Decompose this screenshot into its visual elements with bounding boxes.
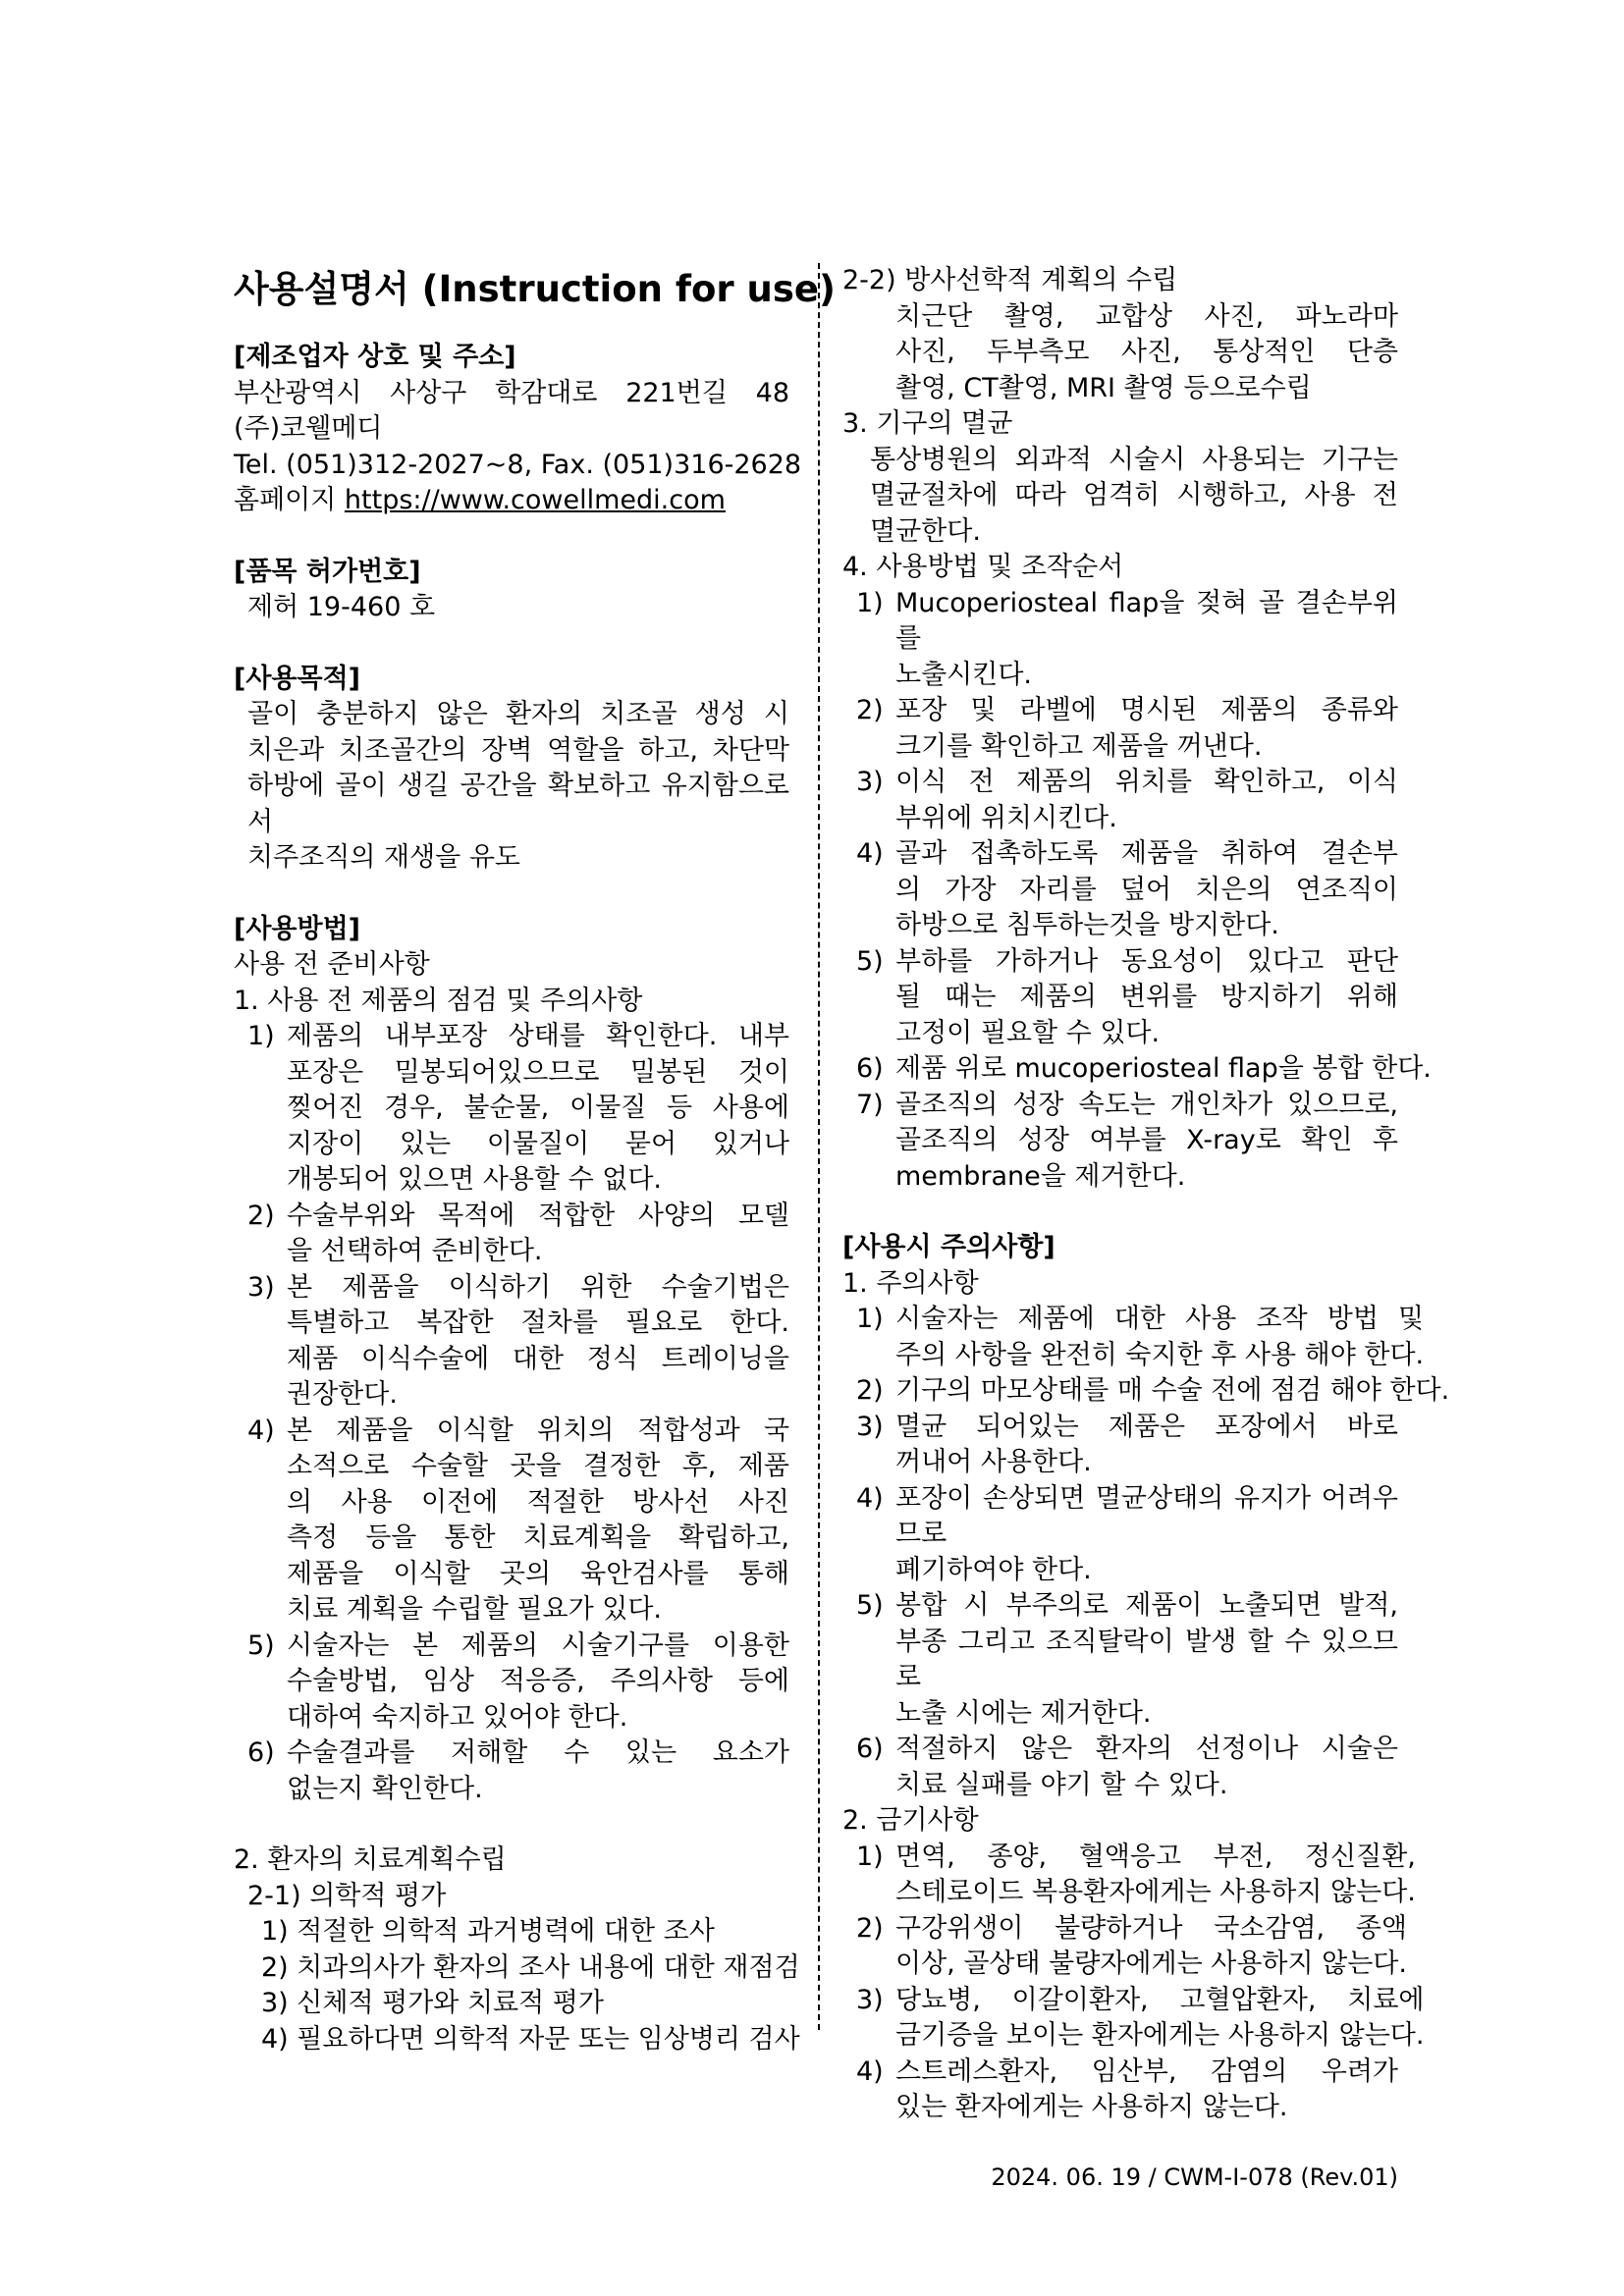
list-item-line: 부종 그리고 조직탈락이 발생 할 수 있으므로 <box>895 1626 1398 1692</box>
list-item-line: 있는 환자에게는 사용하지 않는다. <box>895 2092 1288 2122</box>
section-2-2-title: 2-2) 방사선학적 계획의 수립 <box>842 265 1178 295</box>
list-item-number: 2) <box>856 695 884 725</box>
list-item-line: 제품 이식수술에 대한 정식 트레이닝을 <box>287 1343 789 1374</box>
list-item-line: 제품을 이식할 곳의 육안검사를 통해 <box>287 1558 789 1589</box>
list-item-line: 제품 위로 mucoperiosteal flap을 봉합 한다. <box>895 1053 1432 1084</box>
list-item-text <box>287 1199 789 1270</box>
list-item-text <box>895 1840 1416 1911</box>
right-column <box>842 263 1450 2126</box>
list-item-line: 권장한다. <box>287 1379 398 1410</box>
caution-1-list <box>842 1302 1450 1803</box>
list-item-line: 고정이 필요할 수 있다. <box>895 1017 1161 1048</box>
list-item-line: 구강위생이 불량하거나 국소감염, 종액 <box>895 1912 1407 1944</box>
caution-heading: [사용시 주의사항] <box>842 1232 1056 1262</box>
list-item <box>856 1732 1398 1803</box>
list-item-line: 노출 시에는 제거한다. <box>895 1697 1152 1729</box>
list-item-number: 3) <box>856 1984 884 2015</box>
prep-title: 사용 전 준비사항 <box>234 949 430 980</box>
list-item-text <box>895 944 1398 1052</box>
list-item-line: 의 가장 자리를 덮어 치은의 연조직이 <box>895 874 1398 905</box>
purpose-line: 하방에 골이 생길 공간을 확보하고 유지함으로서 <box>247 771 789 837</box>
list-item-number: 2) <box>856 1912 884 1944</box>
section-1-title: 1. 사용 전 제품의 점검 및 주의사항 <box>234 985 643 1016</box>
list-item-line: 봉합 시 부주의로 제품이 노출되면 발적, <box>895 1590 1398 1621</box>
list-item-number: 2) <box>856 1375 884 1406</box>
list-item-text <box>895 1051 1432 1088</box>
list-item-text <box>895 586 1398 694</box>
document-footer: 2024. 06. 19 / CWM-I-078 (Rev.01) <box>991 2163 1398 2191</box>
section-2-title: 2. 환자의 치료계획수립 <box>234 1844 507 1875</box>
list-item-line: 소적으로 수술할 곳을 결정한 후, 제품 <box>287 1451 789 1481</box>
list-item-line: 본 제품을 이식하기 위한 수술기법은 <box>287 1271 789 1303</box>
list-item-line: 골조직의 성장 속도는 개인차가 있으므로, <box>895 1089 1398 1120</box>
list-item-text <box>895 1983 1424 2055</box>
list-item-line: 스테로이드 복용환자에게는 사용하지 않는다. <box>895 1877 1416 1907</box>
list-item-number: 1) <box>856 1304 884 1334</box>
purpose-heading: [사용목적] <box>234 663 361 694</box>
section-4-list <box>842 586 1432 1196</box>
list-item <box>247 1735 789 1807</box>
manufacturer-address: 부산광역시 사상구 학감대로 221번길 48 <box>234 377 789 408</box>
list-item-text <box>287 1629 789 1736</box>
list-item-line: 치료 실패를 야기 할 수 있다. <box>895 1769 1228 1800</box>
list-item <box>856 586 1398 694</box>
list-item-line: 시술자는 제품에 대한 사용 조작 방법 및 <box>895 1304 1425 1334</box>
list-item-line: 스트레스환자, 임산부, 감염의 우려가 <box>895 2056 1398 2087</box>
list-item-line: 포장은 밀봉되어있으므로 밀봉된 것이 <box>287 1056 789 1088</box>
list-item-number: 1) <box>247 1021 275 1051</box>
list-item-text <box>895 1732 1398 1803</box>
list-item-text <box>287 1019 789 1199</box>
homepage-label: 홈페이지 <box>234 485 337 515</box>
list-item-number: 5) <box>856 945 884 977</box>
list-item-line: 이상, 골상태 불량자에게는 사용하지 않는다. <box>895 1949 1407 1979</box>
homepage-link[interactable]: https://www.cowellmedi.com <box>344 485 726 515</box>
list-item <box>856 1051 1432 1088</box>
list-item-number: 3) <box>856 767 884 797</box>
left-column <box>234 263 836 2057</box>
list-item-text <box>287 1270 789 1414</box>
list-item-number: 6) <box>856 1734 884 1764</box>
manufacturer-company: (주)코웰메디 <box>234 413 383 444</box>
caution-2-title: 2. 금기사항 <box>842 1805 979 1836</box>
section-3-line: 멸균절차에 따라 엄격히 시행하고, 사용 전 <box>870 480 1398 510</box>
list-item-line: 개봉되어 있으면 사용할 수 없다. <box>287 1164 662 1195</box>
list-item-line: 이식 전 제품의 위치를 확인하고, 이식 <box>895 767 1398 797</box>
list-item <box>856 2055 1398 2126</box>
purpose-line: 치은과 치조골간의 장벽 역할을 하고, 차단막 <box>247 734 789 766</box>
permit-heading: [품목 허가번호] <box>234 556 421 587</box>
list-item <box>856 1588 1398 1732</box>
list-item-line: 특별하고 복잡한 절차를 필요로 한다. <box>287 1308 789 1338</box>
list-item-line: 본 제품을 이식할 위치의 적합성과 국 <box>287 1415 789 1446</box>
list-item: 3) 신체적 평가와 치료적 평가 <box>261 1988 604 2018</box>
list-item <box>247 1629 789 1736</box>
list-item-line: 수술부위와 목적에 적합한 사양의 모델 <box>287 1200 789 1231</box>
list-item-text <box>895 1481 1398 1589</box>
list-item-line: 주의 사항을 완전히 숙지한 후 사용 해야 한다. <box>895 1339 1425 1370</box>
section-1-list <box>234 1019 789 1807</box>
list-item <box>247 1270 789 1414</box>
list-item-text <box>895 1373 1449 1410</box>
list-item: 4) 필요하다면 의학적 자문 또는 임상병리 검사 <box>261 2023 800 2055</box>
caution-2-list <box>842 1840 1425 2126</box>
list-item-number: 5) <box>856 1590 884 1621</box>
list-item-line: 당뇨병, 이갈이환자, 고혈압환자, 치료에 <box>895 1984 1425 2015</box>
list-item-number: 6) <box>247 1737 275 1768</box>
section-2-1-list <box>234 1914 800 2057</box>
list-item-line: 부하를 가하거나 동요성이 있다고 판단 <box>895 945 1398 977</box>
section-3-line: 멸균한다. <box>870 515 981 547</box>
list-item <box>856 693 1398 765</box>
list-item <box>247 1414 789 1629</box>
list-item-line: 골조직의 성장 여부를 X-ray로 확인 후 <box>895 1125 1398 1155</box>
list-item-text <box>287 1414 789 1629</box>
list-item <box>247 1019 789 1199</box>
list-item-number: 3) <box>247 1271 275 1303</box>
list-item-text <box>895 836 1398 944</box>
list-item-line: membrane을 제거한다. <box>895 1160 1186 1192</box>
list-item-line: 적절하지 않은 환자의 선정이나 시술은 <box>895 1734 1398 1764</box>
section-3-text <box>842 443 1398 551</box>
list-item-line: 기구의 마모상태를 매 수술 전에 점검 해야 한다. <box>895 1375 1450 1406</box>
list-item <box>856 1840 1416 1911</box>
list-item-number: 2) <box>247 1200 275 1231</box>
list-item-text <box>287 1735 789 1807</box>
list-item-text <box>895 2055 1398 2126</box>
list-item-line: Mucoperiosteal flap을 젖혀 골 결손부위를 <box>895 587 1398 654</box>
manufacturer-contact: Tel. (051)312-2027~8, Fax. (051)316-2628 <box>234 449 802 480</box>
section-2-2-line: 촬영, CT촬영, MRI 촬영 등으로수립 <box>895 372 1312 403</box>
column-divider <box>818 263 820 2030</box>
list-item-line: 지장이 있는 이물질이 묻어 있거나 <box>287 1128 789 1159</box>
list-item <box>856 1302 1425 1373</box>
list-item-line: 포장 및 라벨에 명시된 제품의 종류와 <box>895 695 1398 725</box>
list-item-number: 1) <box>856 1841 884 1872</box>
list-item-line: 치료 계획을 수립할 필요가 있다. <box>287 1594 662 1625</box>
list-item-number: 4) <box>247 1415 275 1446</box>
list-item-line: 꺼내어 사용한다. <box>895 1447 1092 1477</box>
list-item <box>856 944 1398 1052</box>
list-item-line: 제품의 내부포장 상태를 확인한다. 내부 <box>287 1021 789 1051</box>
list-item-number: 4) <box>856 1482 884 1514</box>
caution-1-title: 1. 주의사항 <box>842 1267 979 1299</box>
permit-number: 제허 19-460 호 <box>247 592 436 622</box>
list-item: 2) 치과의사가 환자의 조사 내용에 대한 재점검 <box>261 1951 800 1983</box>
list-item-line: 의 사용 이전에 적절한 방사선 사진 <box>287 1486 789 1518</box>
purpose-line: 치주조직의 재생을 유도 <box>247 842 520 873</box>
list-item-number: 3) <box>856 1411 884 1442</box>
section-3-title: 3. 기구의 멸균 <box>842 408 1013 439</box>
usage-heading: [사용방법] <box>234 913 361 944</box>
list-item-text <box>895 1588 1398 1732</box>
list-item <box>856 1410 1398 1481</box>
list-item-line: 수술방법, 임상 적응증, 주의사항 등에 <box>287 1666 789 1696</box>
list-item-line: 금기증을 보이는 환자에게는 사용하지 않는다. <box>895 2020 1425 2051</box>
list-item-text <box>895 693 1398 765</box>
list-item-text <box>895 1410 1398 1481</box>
list-item <box>856 1983 1425 2055</box>
list-item-line: 노출시킨다. <box>895 659 1032 690</box>
list-item-line: 없는지 확인한다. <box>287 1773 483 1804</box>
list-item <box>247 1199 789 1270</box>
list-item-line: 수술결과를 저해할 수 있는 요소가 <box>287 1737 789 1768</box>
list-item-text <box>895 765 1398 836</box>
purpose-text <box>234 697 789 877</box>
list-item-line: 측정 등을 통한 치료계획을 확립하고, <box>287 1522 789 1553</box>
list-item-line: 면역, 종양, 혈액응고 부전, 정신질환, <box>895 1841 1416 1872</box>
list-item-text <box>895 1911 1407 1983</box>
list-item-number: 4) <box>856 838 884 869</box>
list-item <box>856 836 1398 944</box>
list-item <box>856 1911 1407 1983</box>
list-item <box>856 765 1398 836</box>
section-2-2-line: 사진, 두부측모 사진, 통상적인 단층 <box>895 337 1398 367</box>
list-item-line: 될 때는 제품의 변위를 방지하기 위해 <box>895 982 1398 1012</box>
list-item-line: 폐기하여야 한다. <box>895 1554 1092 1585</box>
manufacturer-heading: [제조업자 상호 및 주소] <box>234 342 516 372</box>
list-item <box>856 1088 1398 1196</box>
list-item-line: 대하여 숙지하고 있어야 한다. <box>287 1701 628 1733</box>
list-item-line: 시술자는 본 제품의 시술기구를 이용한 <box>287 1629 789 1661</box>
list-item-text <box>895 1088 1398 1196</box>
list-item-line: 골과 접촉하도록 제품을 취하여 결손부 <box>895 838 1398 869</box>
list-item-number: 5) <box>247 1629 275 1661</box>
list-item-line: 크기를 확인하고 제품을 꺼낸다. <box>895 730 1263 762</box>
list-item-line: 하방으로 침투하는것을 방지한다. <box>895 910 1279 940</box>
list-item: 1) 적절한 의학적 과거병력에 대한 조사 <box>261 1916 715 1947</box>
list-item-number: 7) <box>856 1089 884 1120</box>
list-item-number: 4) <box>856 2056 884 2087</box>
list-item-line: 멸균 되어있는 제품은 포장에서 바로 <box>895 1411 1398 1442</box>
section-2-2-line: 치근단 촬영, 교합상 사진, 파노라마 <box>895 300 1398 332</box>
list-item <box>856 1373 1450 1410</box>
document-title: 사용설명서 (Instruction for use) <box>234 268 836 310</box>
list-item-number: 6) <box>856 1053 884 1084</box>
list-item-text <box>895 1302 1424 1373</box>
section-4-title: 4. 사용방법 및 조작순서 <box>842 552 1124 582</box>
list-item-number: 1) <box>856 587 884 618</box>
list-item <box>856 1481 1398 1589</box>
section-2-2-text <box>842 299 1398 407</box>
list-item-line: 포장이 손상되면 멸균상태의 유지가 어려우므로 <box>895 1482 1398 1549</box>
list-item-line: 을 선택하여 준비한다. <box>287 1236 543 1266</box>
purpose-line: 골이 충분하지 않은 환자의 치조골 생성 시 <box>247 699 789 729</box>
homepage-line <box>234 483 789 519</box>
section-3-line: 통상병원의 외과적 시술시 사용되는 기구는 <box>870 444 1398 475</box>
section-2-1-title: 2-1) 의학적 평가 <box>247 1880 447 1911</box>
list-item-line: 찢어진 경우, 불순물, 이물질 등 사용에 <box>287 1093 789 1123</box>
list-item-line: 부위에 위치시킨다. <box>895 802 1117 833</box>
